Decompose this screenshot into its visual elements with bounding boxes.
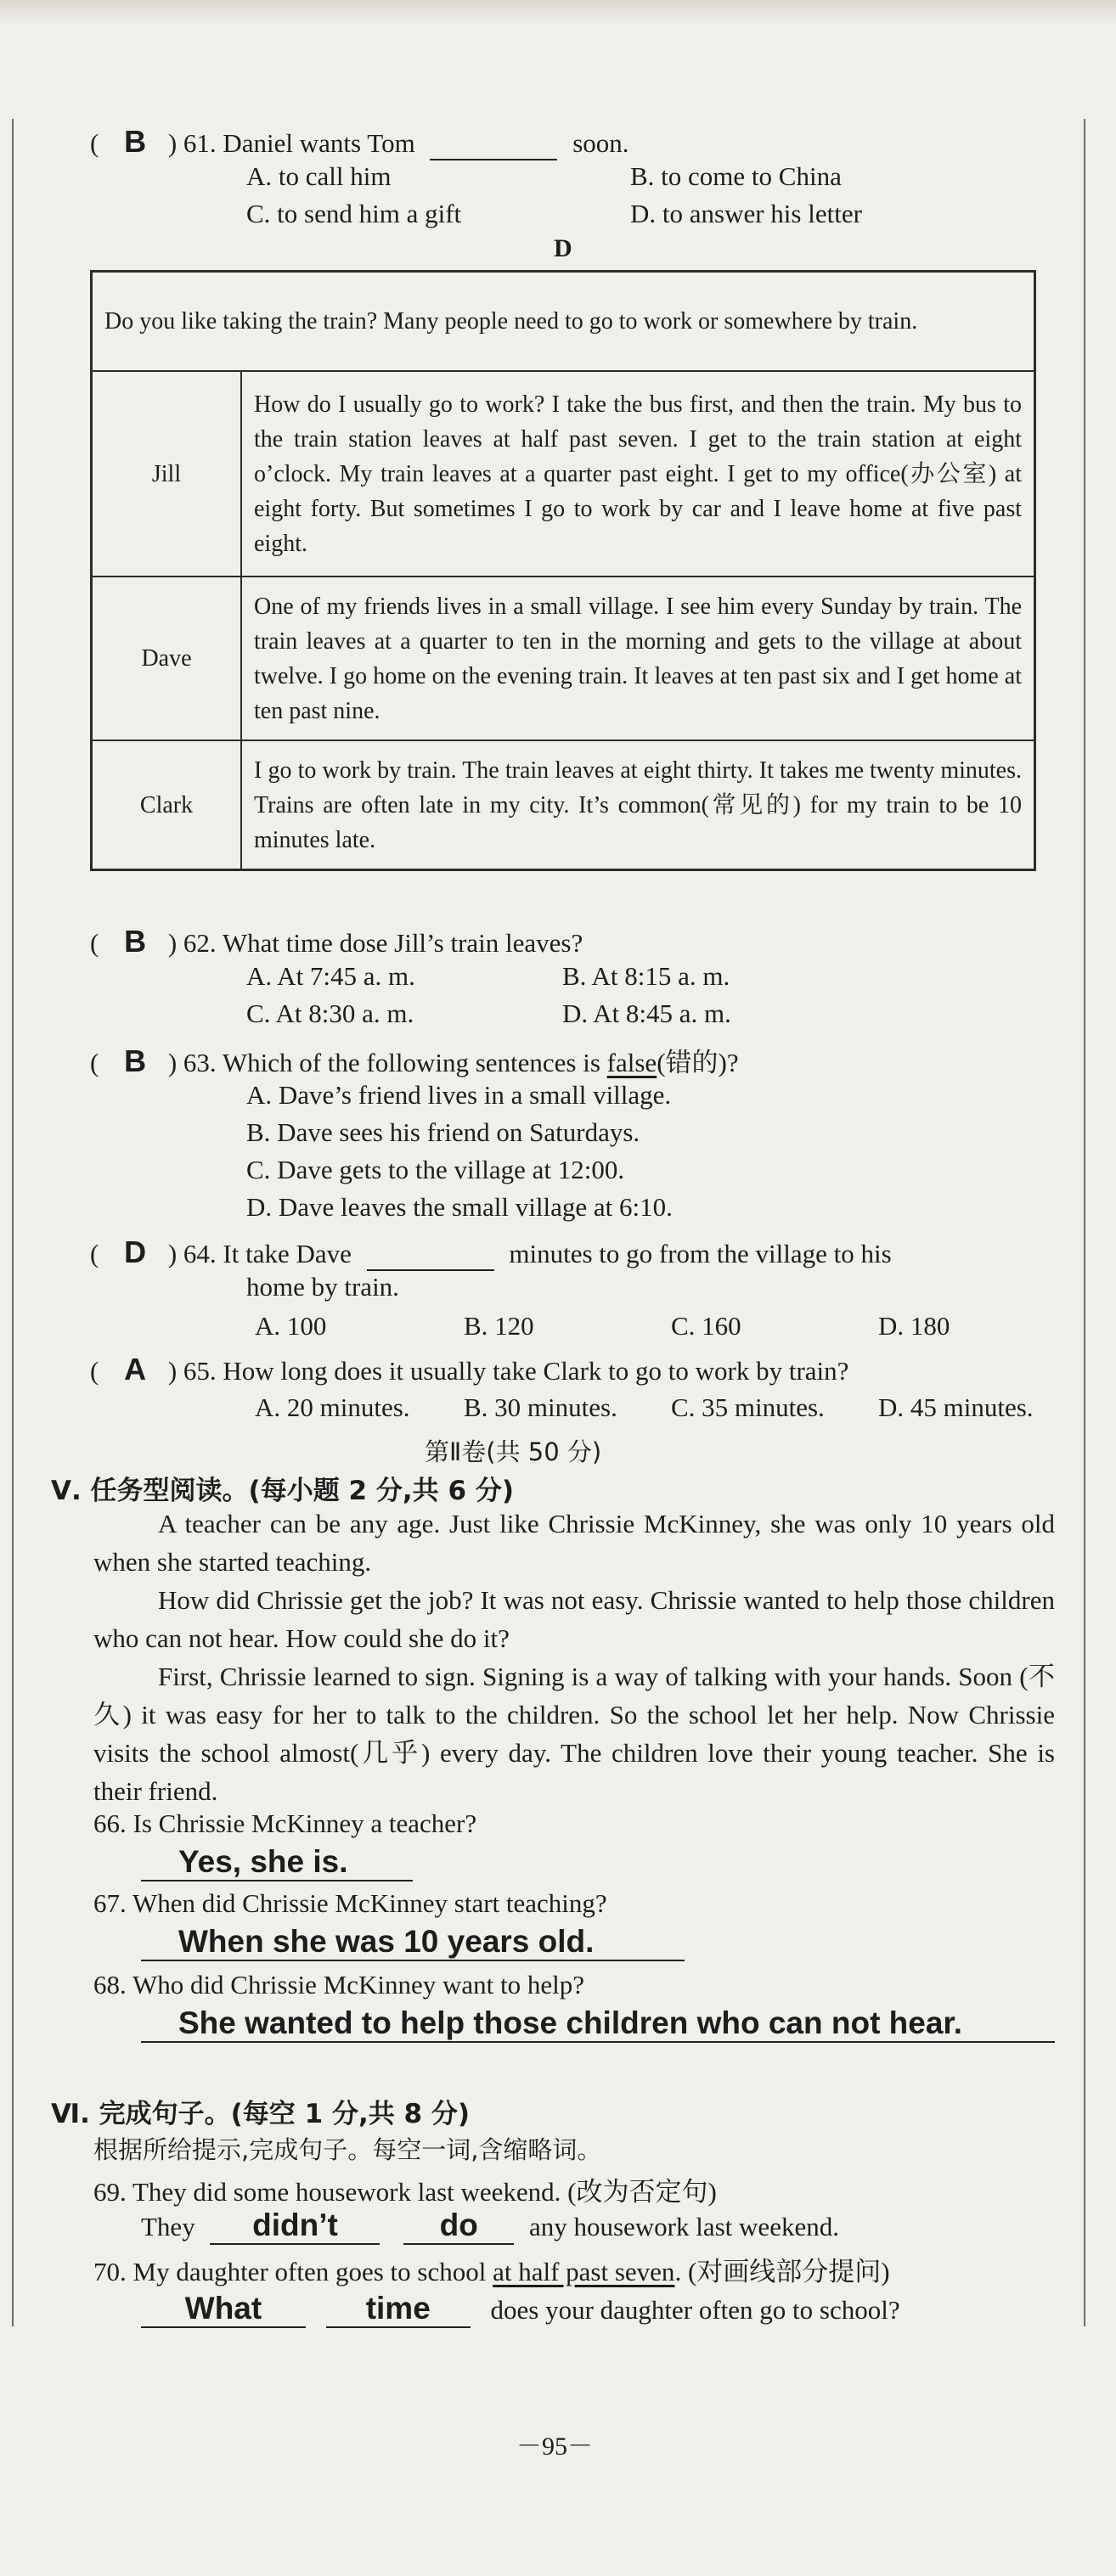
q64-option-d: D. 180 [878, 1311, 950, 1341]
right-margin-line [1084, 119, 1085, 2326]
q66-answer: Yes, she is. [178, 1844, 348, 1879]
q61-option-d: D. to answer his letter [630, 199, 862, 228]
q64-blank [367, 1239, 494, 1271]
row-text-jill: How do I usually go to work? I take the bus first, and then the train. My bus to the train station leaves at half past seven. I get to the train station at eight o’clock. My train leaves at a quarter past eight. I get to my office(办公室) at eight forty. But sometimes I go to work by car and I leave home at five past eight. [241, 371, 1035, 577]
q70-blank-1: What [141, 2291, 306, 2328]
q63-option-a: A. Dave’s friend lives in a small village. [246, 1080, 672, 1110]
q65-answer: A [124, 1352, 147, 1386]
q69-blank-1: didn’t [210, 2208, 380, 2245]
left-margin-line [12, 119, 14, 2326]
q66-answer-line [141, 1844, 413, 1881]
row-name-jill: Jill [92, 371, 242, 577]
row-text-dave: One of my friends lives in a small village. I see him every Sunday by train. The train leaves at a quarter to ten in the morning and gets to the village at about twelve. I go home on the evening train. It leaves at ten past six and I get home at ten past nine. [241, 577, 1035, 740]
row-name-clark: Clark [92, 740, 242, 869]
q62-answer: B [124, 924, 147, 959]
q63-underlined-word: false [606, 1048, 657, 1077]
q70-blank-2: time [326, 2291, 471, 2328]
q62-option-c: C. At 8:30 a. m. [246, 998, 414, 1028]
q64-option-a: A. 100 [255, 1311, 327, 1341]
q68-answer: She wanted to help those children who can not hear. [178, 2005, 963, 2040]
section5-paragraph-3: First, Chrissie learned to sign. Signing is a way of talking with your hands. Soon (不久) it was easy for her to talk to the children. So the school let her help. Now Chrissie visits the school almost(几乎) every day. The children love their young teacher. She is their friend. [93, 1662, 1055, 1806]
page-number: －95－ [516, 2433, 593, 2461]
passage-intro: Do you like taking the train? Many people need to go to work or somewhere by train. [92, 272, 1035, 372]
q69-tail: any housework last weekend. [528, 2212, 839, 2241]
q61-option-a: A. to call him [246, 161, 392, 191]
q63-stem: ( B ) 63. Which of the following sentences is false(错的)? [90, 1043, 739, 1078]
q61-option-c: C. to send him a gift [246, 199, 462, 228]
q62-option-a: A. At 7:45 a. m. [246, 961, 415, 991]
q61-blank [430, 128, 557, 160]
section5-heading: Ⅴ. 任务型阅读。(每小题 2 分,共 6 分) [51, 1476, 514, 1506]
q64-stem: ( D ) 64. It take Dave minutes to go from the village to his [90, 1235, 892, 1269]
row-name-dave: Dave [92, 577, 242, 740]
section6-heading: Ⅵ. 完成句子。(每空 1 分,共 8 分) [51, 2099, 471, 2129]
q61-paren: ( [90, 128, 99, 158]
q70-underlined-phrase: at half past seven [493, 2257, 675, 2286]
q67-answer: When she was 10 years old. [178, 1924, 595, 1959]
q63-option-d: D. Dave leaves the small village at 6:10. [246, 1192, 673, 1222]
q67-answer-line [141, 1924, 685, 1961]
q69-answer-line [141, 2208, 839, 2245]
q64-option-b: B. 120 [464, 1311, 534, 1341]
q64-option-c: C. 160 [671, 1311, 741, 1341]
q67-question: 67. When did Chrissie McKinney start teaching? [93, 1888, 607, 1918]
q62-option-d: D. At 8:45 a. m. [562, 998, 731, 1028]
q65-option-a: A. 20 minutes. [255, 1392, 410, 1422]
q69-question: 69. They did some housework last weekend. (改为否定句) [93, 2177, 717, 2207]
q62-stem: ( B ) 62. What time dose Jill’s train leaves? [90, 924, 583, 959]
q61-stem: ( B ) 61. Daniel wants Tom soon. [90, 124, 629, 159]
q65-stem: ( A ) 65. How long does it usually take Clark to go to work by train? [90, 1352, 849, 1386]
passage-label: D [554, 234, 572, 262]
page-fold-shadow [0, 0, 1116, 25]
q63-answer: B [124, 1043, 147, 1078]
part-two-title: 第Ⅱ卷(共 50 分) [425, 1437, 602, 1466]
q68-question: 68. Who did Chrissie McKinney want to help? [93, 1970, 585, 1999]
q64-stem-line2: home by train. [246, 1272, 399, 1302]
q65-option-b: B. 30 minutes. [464, 1392, 617, 1422]
q69-blank-2: do [403, 2208, 514, 2245]
q64-answer: D [124, 1235, 147, 1269]
section5-paragraph-1: A teacher can be any age. Just like Chrissie McKinney, she was only 10 years old when she started teaching. [93, 1509, 1055, 1577]
q69-lead: They [141, 2212, 195, 2241]
q61-answer: B [124, 124, 147, 159]
q65-option-d: D. 45 minutes. [878, 1392, 1034, 1422]
q70-answer-line [141, 2291, 900, 2328]
q66-question: 66. Is Chrissie McKinney a teacher? [93, 1808, 477, 1838]
q63-option-c: C. Dave gets to the village at 12:00. [246, 1155, 625, 1184]
q68-answer-line [141, 2005, 1055, 2043]
q62-option-b: B. At 8:15 a. m. [562, 961, 730, 991]
q70-question: 70. My daughter often goes to school at half past seven. (对画线部分提问) [93, 2257, 890, 2286]
q61-option-b: B. to come to China [630, 161, 842, 191]
q65-option-c: C. 35 minutes. [671, 1392, 825, 1422]
section5-paragraph-2: How did Chrissie get the job? It was not easy. Chrissie wanted to help those children who can not hear. How could she do it? [93, 1585, 1055, 1653]
passage-table [90, 270, 1036, 871]
section6-instruction: 根据所给提示,完成句子。每空一词,含缩略词。 [93, 2135, 602, 2164]
q70-tail: does your daughter often go to school? [490, 2295, 900, 2325]
row-text-clark: I go to work by train. The train leaves at eight thirty. It takes me twenty minutes. Trains are often late in my city. It’s common(常见的) for my train to be 10 minutes late. [241, 740, 1035, 869]
q63-option-b: B. Dave sees his friend on Saturdays. [246, 1117, 640, 1147]
